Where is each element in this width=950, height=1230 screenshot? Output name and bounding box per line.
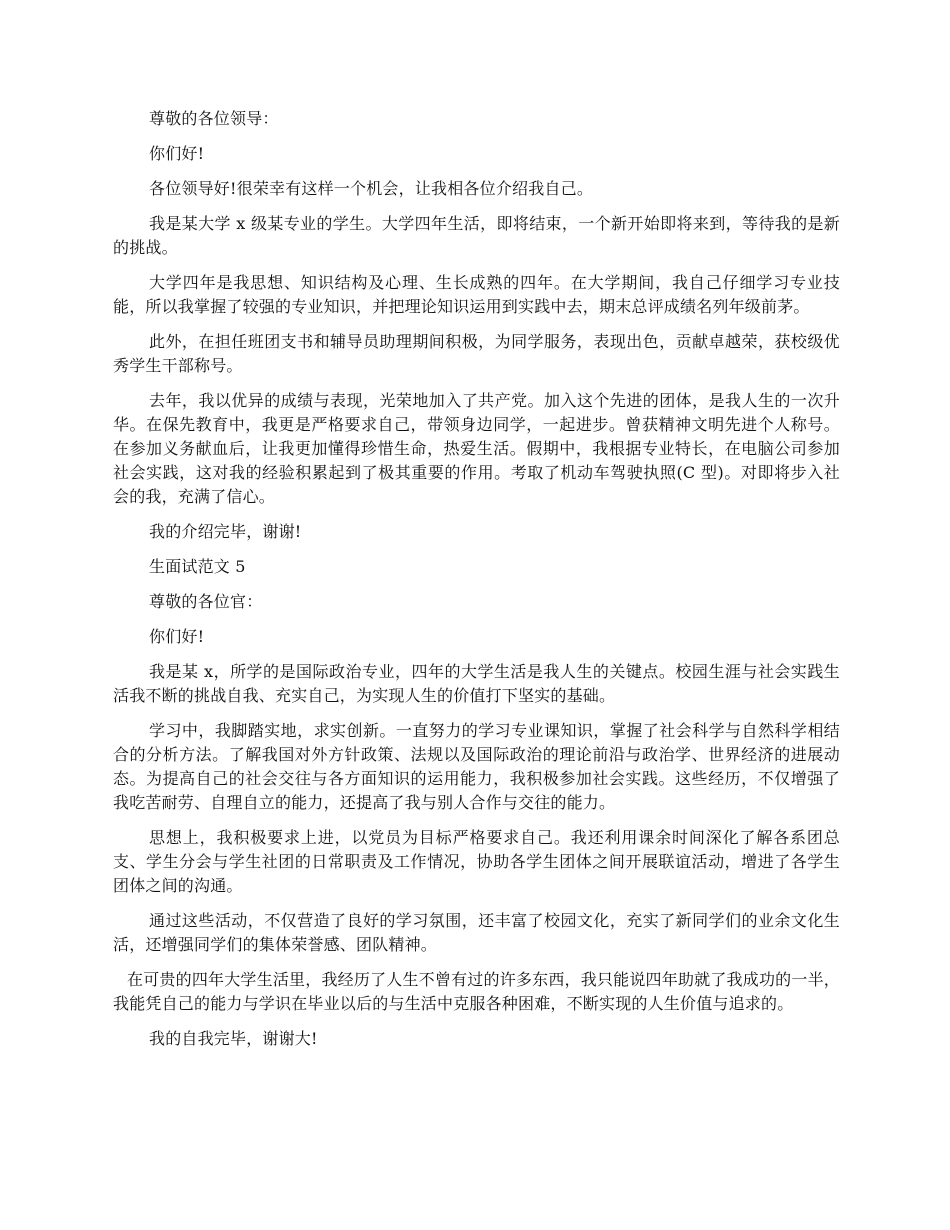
document-body xyxy=(113,107,840,1062)
section-heading: 生面试范文 5 xyxy=(149,557,246,576)
salutation-leaders: 尊敬的各位领导： xyxy=(149,109,279,128)
paragraph-party: 去年，我以优异的成绩与表现，光荣地加入了共产党。加入这个先进的团体，是我人生的一次升华。在保先教育中，我更是严格要求自己，带领身边同学，一起进步。曾获精神文明先进个人称号。在参加义务献血后，让我更加懂得珍惜生命，热爱生活。假期中，我根据专业特长，在电脑公司参加社会实践，这对我的经验积累起到了极其重要的作用。考取了机动车驾驶执照(C 型)。对即将步入社会的我，充满了信心。 xyxy=(113,391,840,506)
greeting-2: 你们好! xyxy=(149,627,205,646)
paragraph-four-years: 在可贵的四年大学生活里，我经历了人生不曾有过的许多东西，我只能说四年助就了我成功的一半，我能凭自己的能力与学识在毕业以后的与生活中克服各种困难，不断实现的人生价值与追求的。 xyxy=(113,970,840,1013)
paragraph-learning: 学习中，我脚踏实地，求实创新。一直努力的学习专业课知识，掌握了社会科学与自然科学相结合的分析方法。了解我国对外方针政策、法规以及国际政治的理论前沿与政治学、世界经济的进展动态。为提高自己的社会交往与各方面知识的运用能力，我积极参加社会实践。这些经历，不仅增强了我吃苦耐劳、自理自立的能力，还提高了我与别人合作与交往的能力。 xyxy=(113,721,840,812)
paragraph-activities: 通过这些活动，不仅营造了良好的学习氛围，还丰富了校园文化，充实了新同学们的业余文化生活，还增强同学们的集体荣誉感、团队精神。 xyxy=(113,911,840,954)
salutation-officials: 尊敬的各位官： xyxy=(149,592,263,611)
paragraph-roles: 此外，在担任班团支书和辅导员助理期间积极，为同学服务，表现出色，贡献卓越荣，获校级优秀学生干部称号。 xyxy=(113,332,840,375)
paragraph-major: 我是某 x，所学的是国际政治专业，四年的大学生活是我人生的关键点。校园生涯与社会实践生活我不断的挑战自我、充实自己，为实现人生的价值打下坚实的基础。 xyxy=(113,662,840,705)
paragraph-student: 我是某大学 x 级某专业的学生。大学四年生活，即将结束，一个新开始即将来到，等待我的是新的挑战。 xyxy=(113,214,840,257)
closing-2: 我的自我完毕，谢谢大! xyxy=(149,1029,318,1048)
paragraph-study: 大学四年是我思想、知识结构及心理、生长成熟的四年。在大学期间，我自己仔细学习专业技能，所以我掌握了较强的专业知识，并把理论知识运用到实践中去，期末总评成绩名列年级前茅。 xyxy=(113,273,840,316)
paragraph-intro: 各位领导好!很荣幸有这样一个机会，让我相各位介绍我自己。 xyxy=(149,179,594,198)
greeting-1: 你们好! xyxy=(149,144,205,163)
paragraph-thought: 思想上，我积极要求上进，以党员为目标严格要求自己。我还利用课余时间深化了解各系团总支、学生分会与学生社团的日常职责及工作情况，协助各学生团体之间开展联谊活动，增进了各学生团体之间的沟通。 xyxy=(113,828,840,895)
closing-1: 我的介绍完毕，谢谢! xyxy=(149,522,302,541)
